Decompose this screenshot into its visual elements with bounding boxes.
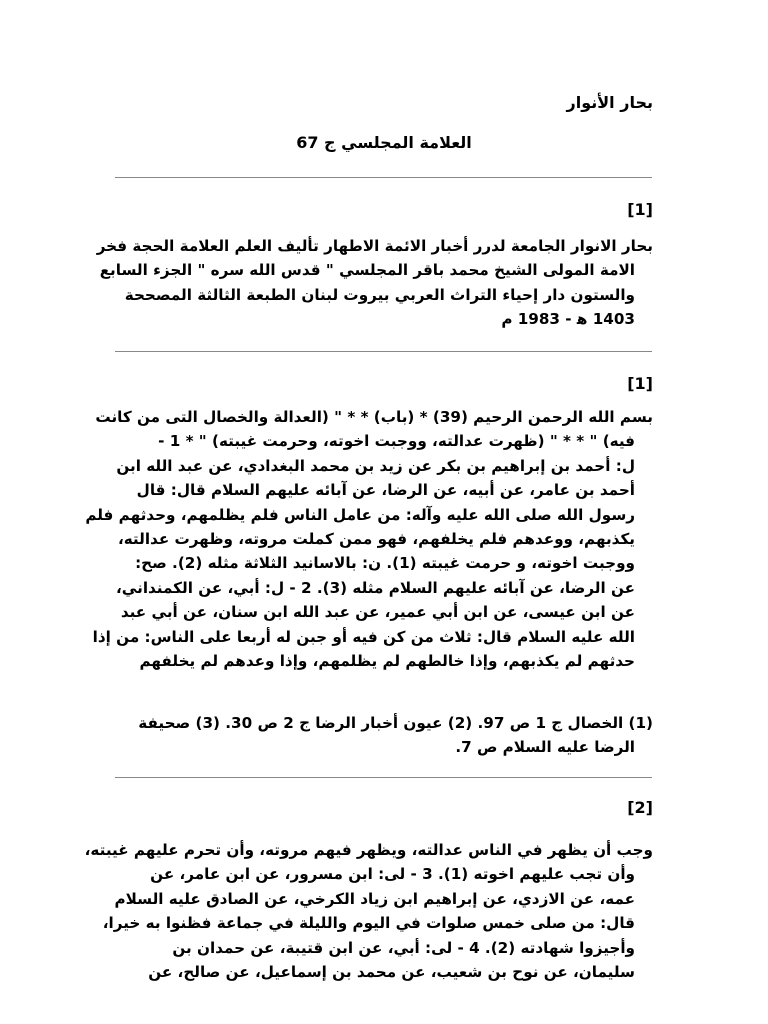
body-paragraph (85, 405, 653, 673)
text-line: الامة المولى الشيخ محمد باقر المجلسي " قدس الله سره " الجزء السابع (99, 261, 635, 280)
text-line: عمه، عن الازدي، عن إبراهيم ابن زياد الكرخي، عن الصادق عليه السلام (114, 889, 635, 908)
divider (115, 177, 652, 178)
divider (115, 351, 652, 352)
text-line: بسم الله الرحمن الرحيم (39) * (باب) * * " (العدالة والخصال التى من كانت (95, 408, 653, 426)
text-line: 1403 ه‍ - 1983 م (501, 310, 635, 329)
text-line: أحمد بن عامر، عن أبيه، عن الرضا، عن آبائه عليهم السلام قال: قال (136, 481, 635, 500)
text-line: الله عليه السلام قال: ثلاث من كن فيه أو جبن له أربعا على الناس: من إذا (92, 627, 635, 646)
text-line: بحار الانوار الجامعة لدرر أخبار الائمة الاطهار تأليف العلم العلامة الحجة فخر (96, 237, 653, 255)
text-line: يكذبهم، ووعدهم فلم يخلفهم، فهو ممن كملت مروته، وظهرت عدالته، (117, 530, 635, 549)
text-line: رسول الله صلى الله عليه وآله: من عامل الناس فلم يظلمهم، وحدثهم فلم (85, 505, 635, 524)
text-line: ووجبت اخوته، و حرمت غيبته (1). ن: بالاسانيد الثلاثة مثله (2). صح: (135, 554, 635, 573)
text-line: وأن تجب عليهم اخوته (1). 3 - لى: ابن مسرور، عن ابن عامر، عن (150, 865, 635, 884)
text-line: سليمان، عن نوح بن شعيب، عن محمد بن إسماعيل، عن صالح، عن (148, 963, 635, 982)
footnote-line: (1) الخصال ج 1 ص 97. (2) عيون أخبار الرضا ج 2 ص 30. (3) صحيفة (138, 714, 653, 732)
text-line: قال: من صلى خمس صلوات في اليوم والليلة في جماعة فظنوا به خيرا، (102, 914, 635, 933)
text-line: عن ابن عيسى، عن ابن أبي عمير، عن عبد الله ابن سنان، عن أبي عبد (120, 603, 635, 622)
footnote-line: الرضا عليه السلام ص 7. (455, 738, 635, 757)
text-line: والستون دار إحياء التراث العربي بيروت لبنان الطبعة الثالثة المصححة (124, 285, 635, 304)
divider (115, 777, 652, 778)
body-paragraph (84, 838, 653, 984)
text-line: وأجيزوا شهادته (2). 4 - لى: أبي، عن ابن قتيبة، عن حمدان بن (172, 938, 635, 957)
text-line: ل: أحمد بن إبراهيم بن بكر عن زيد بن محمد البغدادي، عن عبد الله ابن (116, 456, 635, 475)
section-marker: [1] (627, 374, 653, 393)
text-line: فيه) " * * " (ظهرت عدالته، ووجبت اخوته، وحرمت غيبته) " * 1 - (158, 432, 635, 451)
section-marker: [1] (627, 200, 653, 219)
text-line: عن الرضا، عن آبائه عليهم السلام مثله (3). 2 - ل: أبي، عن الكمنداني، (115, 578, 635, 597)
publication-info-paragraph (96, 234, 653, 332)
text-line: حدثهم لم يكذبهم، وإذا خالطهم لم يظلمهم، وإذا وعدهم لم يخلفهم (139, 652, 635, 671)
text-line: وجب أن يظهر في الناس عدالته، ويظهر فيهم مروته، وأن تحرم عليهم غيبته، (84, 841, 653, 859)
author-volume-heading: العلامة المجلسي ج 67 (296, 133, 472, 152)
book-title: بحار الأنوار (566, 93, 653, 112)
section-marker: [2] (627, 798, 653, 817)
footnote (113, 711, 653, 760)
